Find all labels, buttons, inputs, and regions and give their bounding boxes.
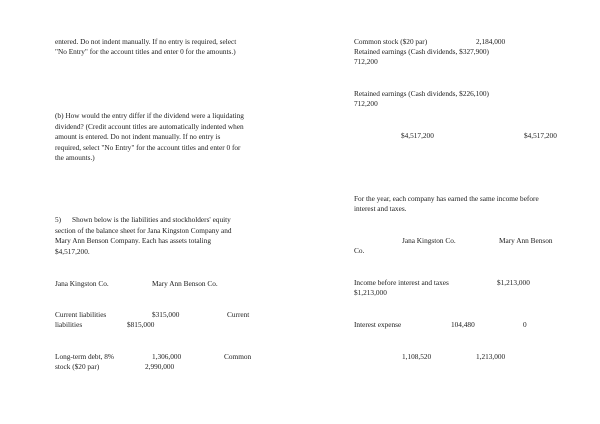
- retained-earnings-1-value: 712,200: [354, 57, 378, 66]
- left-company-b-header: Mary Ann Benson Co.: [152, 279, 218, 288]
- long-term-debt-a: 1,306,000: [152, 352, 182, 361]
- part-b-line-4: required, select "No Entry" for the account titles and enter 0 for: [55, 143, 241, 152]
- current-liabilities-a: $315,000: [152, 310, 180, 319]
- common-stock-label: Common stock ($20 par): [354, 37, 428, 46]
- intro-line-1: entered. Do not indent manually. If no entry is required, select: [55, 37, 237, 46]
- common-stock-value: 2,184,000: [476, 37, 506, 46]
- q5-line-3: Mary Ann Benson Company. Each has assets totaling: [55, 236, 211, 245]
- year-line-2: interest and taxes.: [354, 204, 407, 213]
- q5-line-4: $4,517,200.: [55, 247, 90, 256]
- right-company-b-header-2: Co.: [354, 246, 365, 255]
- interest-expense-b: 0: [523, 320, 527, 329]
- common-stock-b-left: 2,990,000: [145, 362, 175, 371]
- current-liabilities-b: $815,000: [127, 320, 155, 329]
- total-b: $4,517,200: [524, 131, 557, 140]
- retained-earnings-2-label: Retained earnings (Cash dividends, $226,100): [354, 89, 489, 98]
- q5-line-1: 5) Shown below is the liabilities and stockholders' equity: [55, 215, 231, 224]
- common-stock-label-left: Common: [224, 352, 252, 361]
- year-line-1: For the year, each company has earned the same income before: [354, 194, 539, 203]
- common-stock-label-left-2: stock ($20 par): [55, 362, 100, 371]
- interest-expense-label: Interest expense: [354, 320, 402, 329]
- current-liabilities-label: Current liabilities: [55, 310, 107, 319]
- current-liabilities-label-2: Current: [227, 310, 250, 319]
- retained-earnings-2-value: 712,200: [354, 99, 378, 108]
- right-company-b-header: Mary Ann Benson: [499, 236, 553, 245]
- q5-line-2: section of the balance sheet for Jana Kingston Company and: [55, 226, 232, 235]
- current-liabilities-label-2b: liabilities: [55, 320, 83, 329]
- retained-earnings-1-label: Retained earnings (Cash dividends, $327,900): [354, 47, 489, 56]
- intro-line-2: "No Entry" for the account titles and enter 0 for the amounts.): [55, 47, 236, 56]
- income-before-interest-label: Income before interest and taxes: [354, 278, 449, 287]
- part-b-line-2: dividend? (Credit account titles are automatically indented when: [55, 122, 244, 131]
- part-b-line-3: amount is entered. Do not indent manually. If no entry is: [55, 132, 221, 141]
- part-b-line-5: the amounts.): [55, 153, 95, 162]
- subtotal-b: 1,213,000: [476, 352, 506, 361]
- part-b-line-1: (b) How would the entry differ if the dividend were a liquidating: [55, 111, 244, 120]
- income-before-interest-b: $1,213,000: [354, 288, 387, 297]
- right-company-a-header: Jana Kingston Co.: [402, 236, 456, 245]
- total-a: $4,517,200: [401, 131, 434, 140]
- income-before-interest-a: $1,213,000: [497, 278, 530, 287]
- subtotal-a: 1,108,520: [402, 352, 432, 361]
- long-term-debt-label: Long-term debt, 8%: [55, 352, 114, 361]
- left-company-a-header: Jana Kingston Co.: [55, 279, 109, 288]
- interest-expense-a: 104,480: [451, 320, 475, 329]
